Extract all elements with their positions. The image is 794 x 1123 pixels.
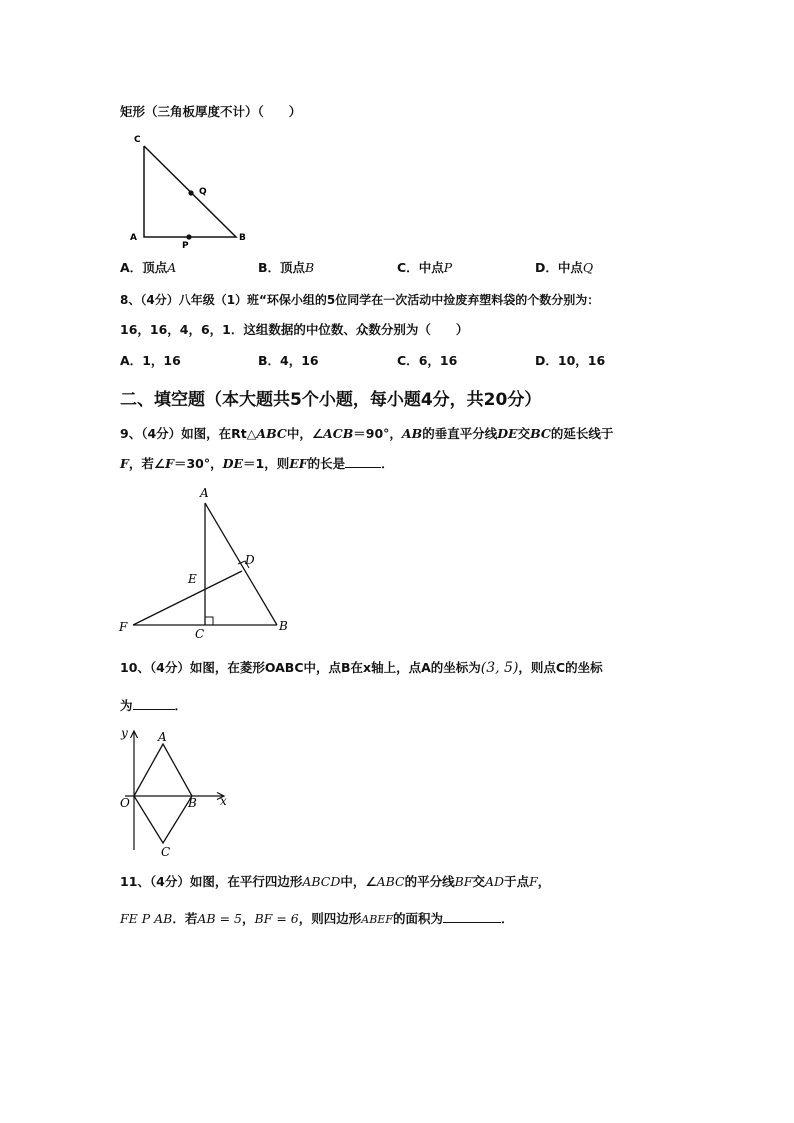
q11-stem-line1: 11、（4分）如图，在平行四边形ABCD中，∠ABC的平分线BF交AD于点F，: [120, 874, 551, 889]
q9-label-b: B: [279, 619, 288, 633]
q7-label-c: C: [134, 135, 141, 145]
q10-label-b: B: [188, 796, 197, 810]
q10-rhombus-figure: [115, 725, 240, 860]
q11-answer-blank[interactable]: [443, 910, 501, 923]
q8-option-b[interactable]: B．4，16: [258, 353, 319, 368]
q7-option-d[interactable]: D．中点Q: [535, 260, 594, 275]
q9-label-f: F: [119, 620, 128, 634]
q7-option-c[interactable]: C．中点P: [397, 260, 453, 275]
q7-label-b: B: [239, 233, 246, 243]
q9-label-d: D: [245, 553, 255, 567]
q9-answer-blank[interactable]: [345, 455, 381, 468]
q7-triangle-figure: [128, 130, 253, 251]
q9-triangle-figure: [115, 485, 295, 643]
q7-label-q: Q: [199, 187, 207, 197]
q10-answer-blank[interactable]: [133, 697, 175, 710]
section-heading-fill-in: 二、填空题（本大题共5个小题，每小题4分，共20分）: [120, 390, 542, 410]
q9-stem-line2: F，若∠F＝30°，DE＝1，则EF的长是 ．: [120, 456, 394, 471]
q7-option-b[interactable]: B．顶点B: [258, 260, 315, 275]
q10-stem-line2: 为 ．: [120, 698, 188, 713]
q10-label-c: C: [161, 845, 171, 859]
q10-stem-line1: 10、（4分）如图，在菱形OABC中，点B在x轴上，点A的坐标为(3, 5)，则点C的坐标: [120, 660, 603, 676]
q7-point-p: [186, 234, 191, 239]
q10-label-o: O: [120, 796, 130, 810]
q7-point-q: [188, 190, 193, 195]
q9-label-e: E: [188, 572, 197, 586]
q7-option-a[interactable]: A．顶点A: [120, 260, 177, 275]
q9-right-angle-c: [205, 617, 213, 625]
q7-label-a: A: [130, 233, 137, 243]
q7-label-p: P: [182, 241, 189, 251]
q8-option-a[interactable]: A．1，16: [120, 353, 181, 368]
q9-segment-ab: [205, 503, 277, 625]
q9-label-c: C: [195, 627, 205, 641]
q8-stem-line1: 8、（4分）八年级（1）班“环保小组的5位同学在一次活动中捡废弃塑料袋的个数分别为：: [120, 293, 600, 307]
q9-label-a: A: [200, 486, 209, 500]
q8-option-c[interactable]: C．6，16: [397, 353, 458, 368]
q10-label-x: x: [220, 794, 227, 808]
q11-stem-line2: FE P AB．若AB = 5，BF = 6，则四边形ABEF的面积为 ．: [120, 911, 514, 926]
q10-rhombus: [134, 744, 192, 843]
q8-option-d[interactable]: D．10，16: [535, 353, 606, 368]
q8-stem-line2: 16，16，4，6，1．这组数据的中位数、众数分别为（ ）: [120, 322, 469, 337]
q7-stem-tail: 矩形（三角板厚度不计）（ ）: [120, 104, 302, 119]
q9-stem-line1: 9、（4分）如图，在Rt△ABC中，∠ACB＝90°，AB的垂直平分线DE交BC的延长线于: [120, 426, 614, 441]
q10-label-y: y: [121, 726, 128, 740]
q10-label-a: A: [158, 730, 167, 744]
